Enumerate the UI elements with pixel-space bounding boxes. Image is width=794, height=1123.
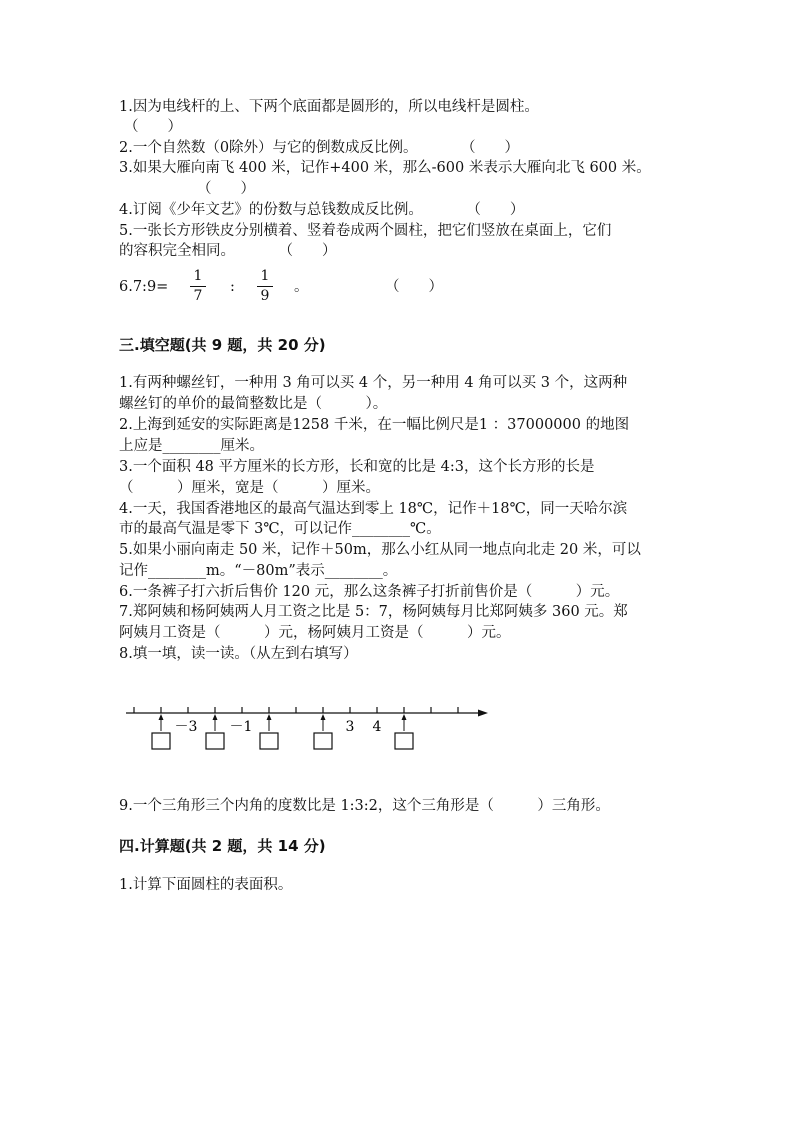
- label-minus-1: －1: [229, 719, 253, 735]
- answer-box[interactable]: [314, 733, 332, 749]
- answer-box[interactable]: [206, 733, 224, 749]
- answer-box[interactable]: [260, 733, 278, 749]
- fill-q6: 6.一条裤子打六折后售价 120 元，那么这条裤子打折前售价是（ ）元。: [119, 584, 620, 600]
- answer-box[interactable]: [152, 733, 170, 749]
- fraction-denominator: 7: [193, 288, 203, 304]
- judgment-q5-line1: 5.一张长方形铁皮分别横着、竖着卷成两个圆柱，把它们竖放在桌面上，它们: [119, 223, 612, 239]
- fill-q3-line1: 3.一个面积 48 平方厘米的长方形，长和宽的比是 4:3，这个长方形的长是: [119, 459, 595, 475]
- fill-q1-line2: 螺丝钉的单价的最简整数比是（ ）。: [119, 396, 388, 412]
- fill-q4-line1: 4.一天，我国香港地区的最高气温达到零上 18℃，记作＋18℃，同一天哈尔滨: [119, 501, 628, 517]
- label-minus-3: －3: [174, 719, 198, 735]
- up-arrow-icon: [402, 714, 407, 720]
- up-arrow-icon: [321, 714, 326, 720]
- judgment-q4: 4.订阅《少年文艺》的份数与总钱数成反比例。 （ ）: [119, 202, 525, 218]
- answer-box[interactable]: [395, 733, 413, 749]
- fraction-numerator: 1: [193, 268, 203, 284]
- fill-q9: 9.一个三角形三个内角的度数比是 1:3:2，这个三角形是（ ）三角形。: [119, 798, 610, 814]
- up-arrow-icon: [213, 714, 218, 720]
- fill-q8: 8.填一填，读一读。（从左到右填写）: [119, 646, 358, 662]
- fraction-bar: [190, 286, 206, 287]
- fill-q7-line2: 阿姨月工资是（ ）元，杨阿姨月工资是（ ）元。: [119, 625, 511, 641]
- section-title-calculation: 四.计算题(共 2 题，共 14 分): [119, 837, 326, 855]
- calc-q1: 1.计算下面圆柱的表面积。: [119, 877, 293, 893]
- fill-q2-line2: 上应是________厘米。: [119, 438, 264, 454]
- fill-q5-line2: 记作________m。“－80m”表示________。: [119, 563, 398, 579]
- section-title-fill-in: 三.填空题(共 9 题，共 20 分): [119, 336, 326, 354]
- fraction-denominator: 9: [260, 288, 270, 304]
- label-4: 4: [372, 719, 382, 735]
- judgment-q3-answer-paren: （ ）: [197, 181, 255, 197]
- fraction-bar: [257, 286, 273, 287]
- fill-q1-line1: 1.有两种螺丝钉，一种用 3 角可以买 4 个，另一种用 4 角可以买 3 个，这两种: [119, 375, 628, 391]
- judgment-q1-line1: 1.因为电线杆的上、下两个底面都是圆形的，所以电线杆是圆柱。: [119, 99, 539, 115]
- fill-q3-line2: （ ）厘米，宽是（ ）厘米。: [119, 480, 380, 496]
- up-arrow-icon: [159, 714, 164, 720]
- fraction-one-seventh: [190, 268, 206, 305]
- number-line-figure: [120, 696, 500, 756]
- fill-q5-line1: 5.如果小丽向南走 50 米，记作＋50m，那么小红从同一地点向北走 20 米，可以: [119, 542, 641, 558]
- fill-q2-line1: 2.上海到延安的实际距离是1258 千米，在一幅比例尺是1 ：37000000 的地图: [119, 417, 630, 433]
- judgment-q6-prefix: 6.7:9=: [119, 279, 169, 295]
- marker-2: [206, 714, 224, 749]
- judgment-q6-answer-paren: （ ）: [385, 279, 443, 295]
- number-line-ticks: [134, 707, 458, 713]
- number-line-axis: [126, 710, 488, 717]
- judgment-q2: 2.一个自然数（0除外）与它的倒数成反比例。 （ ）: [119, 140, 520, 156]
- fraction-numerator: 1: [260, 268, 270, 284]
- up-arrow-icon: [267, 714, 272, 720]
- judgment-q6-period: 。: [294, 279, 309, 295]
- fill-q4-line2: 市的最高气温是零下 3℃，可以记作________℃。: [119, 521, 441, 537]
- judgment-q1-answer-paren: （ ）: [124, 119, 182, 135]
- marker-1: [152, 714, 170, 749]
- fraction-one-ninth: [257, 268, 273, 305]
- marker-3: [260, 714, 278, 749]
- marker-4: [314, 714, 332, 749]
- judgment-q3-line1: 3.如果大雁向南飞 400 米，记作+400 米，那么-600 米表示大雁向北飞 600 米。: [119, 160, 651, 176]
- judgment-q5-line2: 的容积完全相同。 （ ）: [119, 243, 337, 259]
- fill-q7-line1: 7.郑阿姨和杨阿姨两人月工资之比是 5：7，杨阿姨每月比郑阿姨多 360 元。郑: [119, 604, 628, 620]
- marker-5: [395, 714, 413, 749]
- label-3: 3: [345, 719, 355, 735]
- judgment-q6-colon: :: [230, 279, 235, 295]
